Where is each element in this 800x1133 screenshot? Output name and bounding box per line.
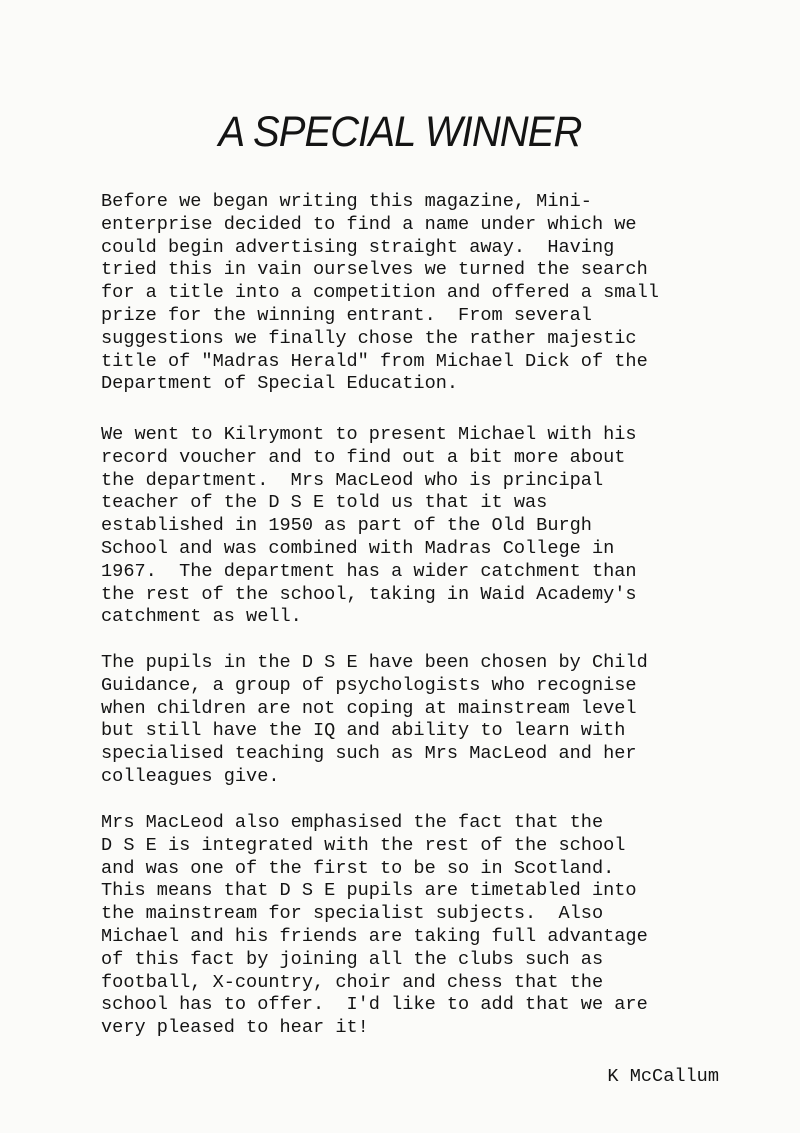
paragraph-integration: Mrs MacLeod also emphasised the fact that the D S E is integrated with the rest of the school and was one of the first to be so in Scotland. This means that D S E pupils are timetabled into the mainstream for specialist subjects. Also Michael and his friends are taking full advantage of this fact by joining all the clubs such as football, X-country, choir and chess that the school has to offer. I'd like to add that we are very pleased to hear it!	[101, 812, 648, 1039]
author-signature: K McCallum	[607, 1066, 719, 1087]
paragraph-competition: Before we began writing this magazine, Mini- enterprise decided to find a name under which we could begin advertising straight away. Having tried this in vain ourselves we turned the search for a title into a competition and offered a small prize for the winning entrant. From several suggestions we finally chose the rather majestic title of "Madras Herald" from Michael Dick of the Department of Special Education.	[101, 191, 659, 395]
paragraph-child-guidance: The pupils in the D S E have been chosen by Child Guidance, a group of psychologists who recognise when children are not coping at mainstream level but still have the IQ and ability to learn with specialised teaching such as Mrs MacLeod and her colleagues give.	[101, 652, 648, 787]
paragraph-kilrymont-visit: We went to Kilrymont to present Michael with his record voucher and to find out a bit more about the department. Mrs MacLeod who is principal teacher of the D S E told us that it was established in 1950 as part of the Old Burgh School and was combined with Madras College in 1967. The department has a wider catchment than the rest of the school, taking in Waid Academy's catchment as well.	[101, 424, 637, 628]
article-title: A SPECIAL WINNER	[218, 108, 582, 156]
